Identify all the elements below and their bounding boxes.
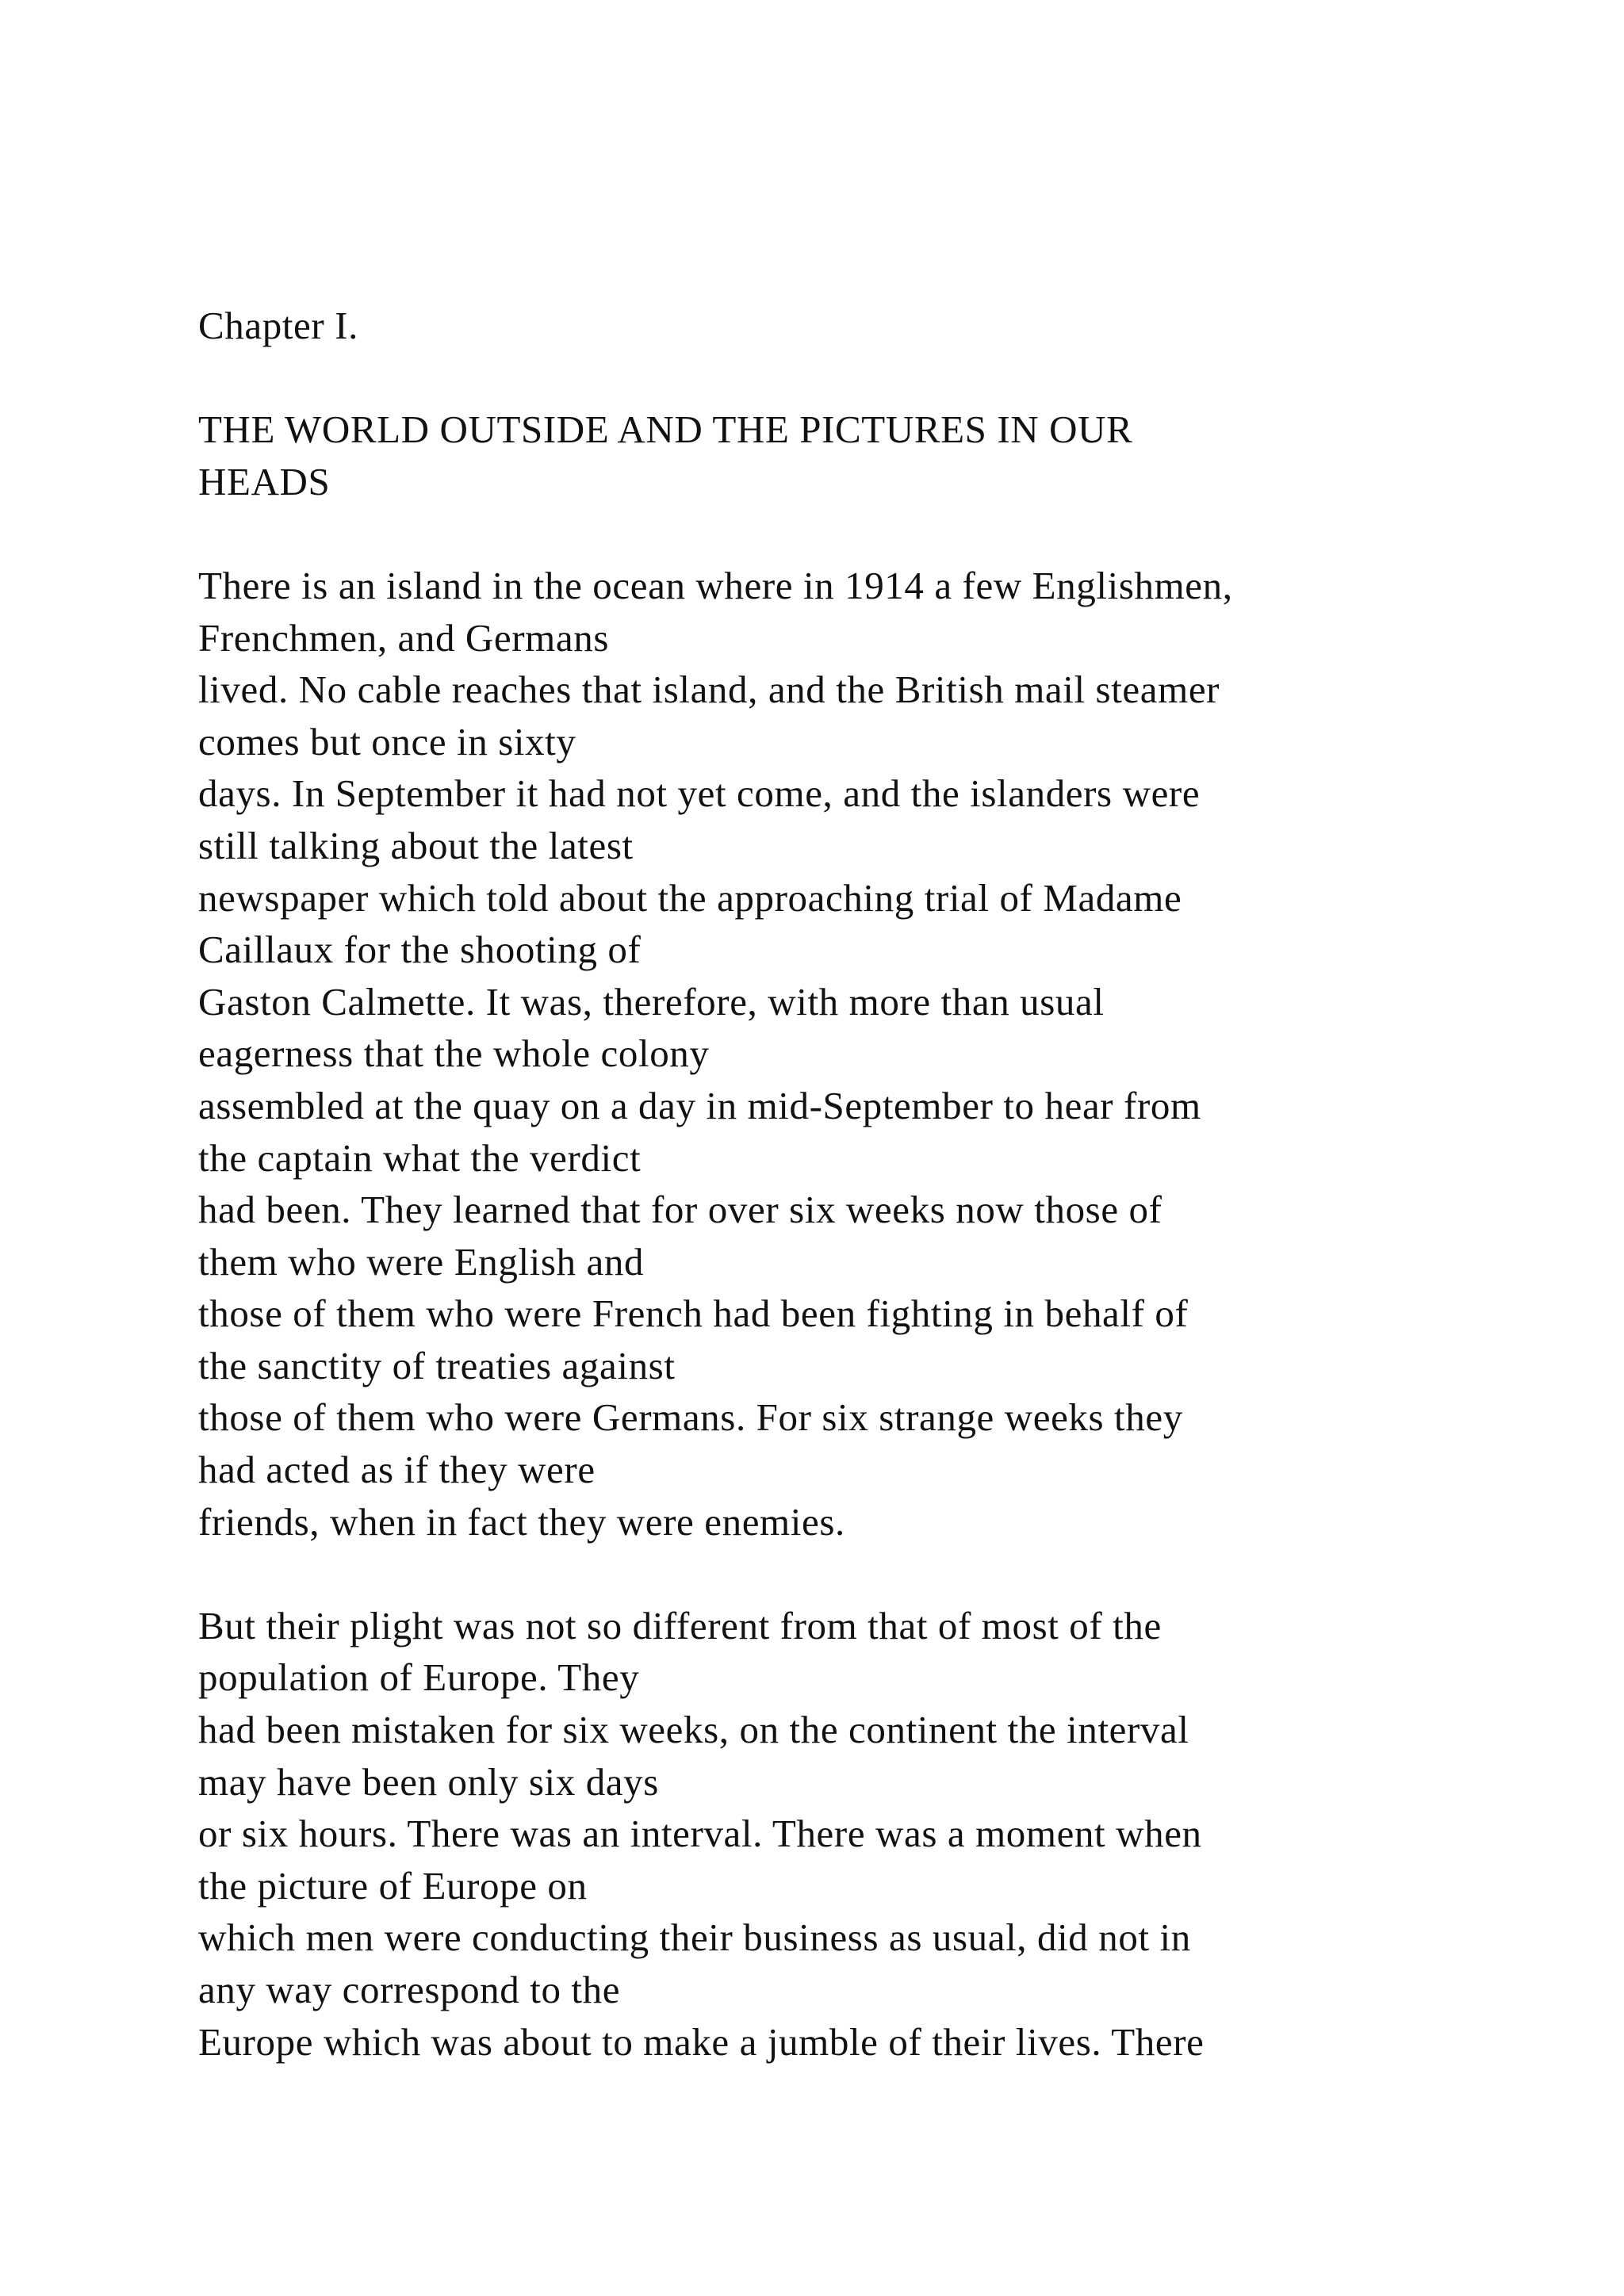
text-line: which men were conducting their business as usual, did not in	[198, 1915, 1191, 1960]
text-line: lived. No cable reaches that island, and the British mail steamer	[198, 668, 1220, 712]
text-line: them who were English and	[198, 1239, 645, 1284]
chapter-title-line: THE WORLD OUTSIDE AND THE PICTURES IN OUR	[198, 408, 1133, 452]
text-line: still talking about the latest	[198, 823, 634, 867]
document-text	[198, 300, 1610, 2068]
text-line: or six hours. There was an interval. There was a moment when	[198, 1812, 1202, 1856]
paragraph-1	[198, 560, 1610, 1548]
blank-line	[198, 352, 1610, 404]
text-line: comes but once in sixty	[198, 719, 576, 763]
chapter-title	[198, 404, 1610, 507]
text-line: those of them who were Germans. For six strange weeks they	[198, 1395, 1183, 1440]
blank-line	[198, 1548, 1610, 1600]
text-line: newspaper which told about the approaching trial of Madame	[198, 875, 1182, 920]
text-line: had acted as if they were	[198, 1448, 596, 1492]
text-line: But their plight was not so different from that of most of the	[198, 1603, 1162, 1647]
text-line: the captain what the verdict	[198, 1135, 642, 1180]
text-line: Frenchmen, and Germans	[198, 615, 610, 660]
text-line: Gaston Calmette. It was, therefore, with more than usual	[198, 979, 1105, 1024]
text-line: any way correspond to the	[198, 1968, 621, 2011]
text-line: days. In September it had not yet come, and the islanders were	[198, 771, 1201, 816]
chapter-title-line: HEADS	[198, 459, 331, 503]
text-line: population of Europe. They	[198, 1655, 640, 1700]
text-line: had been. They learned that for over six weeks now those of	[198, 1188, 1162, 1232]
text-line: There is an island in the ocean where in 1914 a few Englishmen,	[198, 563, 1233, 607]
text-line: assembled at the quay on a day in mid-September to hear from	[198, 1083, 1201, 1127]
text-line: may have been only six days	[198, 1759, 659, 1804]
blank-line	[198, 507, 1610, 560]
chapter-label: Chapter I.	[198, 304, 358, 347]
text-line: Europe which was about to make a jumble of their lives. There	[198, 2019, 1205, 2064]
text-line: the sanctity of treaties against	[198, 1343, 676, 1387]
text-line: those of them who were French had been fighting in behalf of	[198, 1292, 1189, 1336]
text-line: Caillaux for the shooting of	[198, 928, 642, 972]
text-line: had been mistaken for six weeks, on the continent the interval	[198, 1708, 1189, 1752]
text-line: friends, when in fact they were enemies.	[198, 1499, 845, 1544]
paragraph-2	[198, 1600, 1610, 2068]
text-line: eagerness that the whole colony	[198, 1031, 710, 1076]
text-line: the picture of Europe on	[198, 1863, 588, 1908]
